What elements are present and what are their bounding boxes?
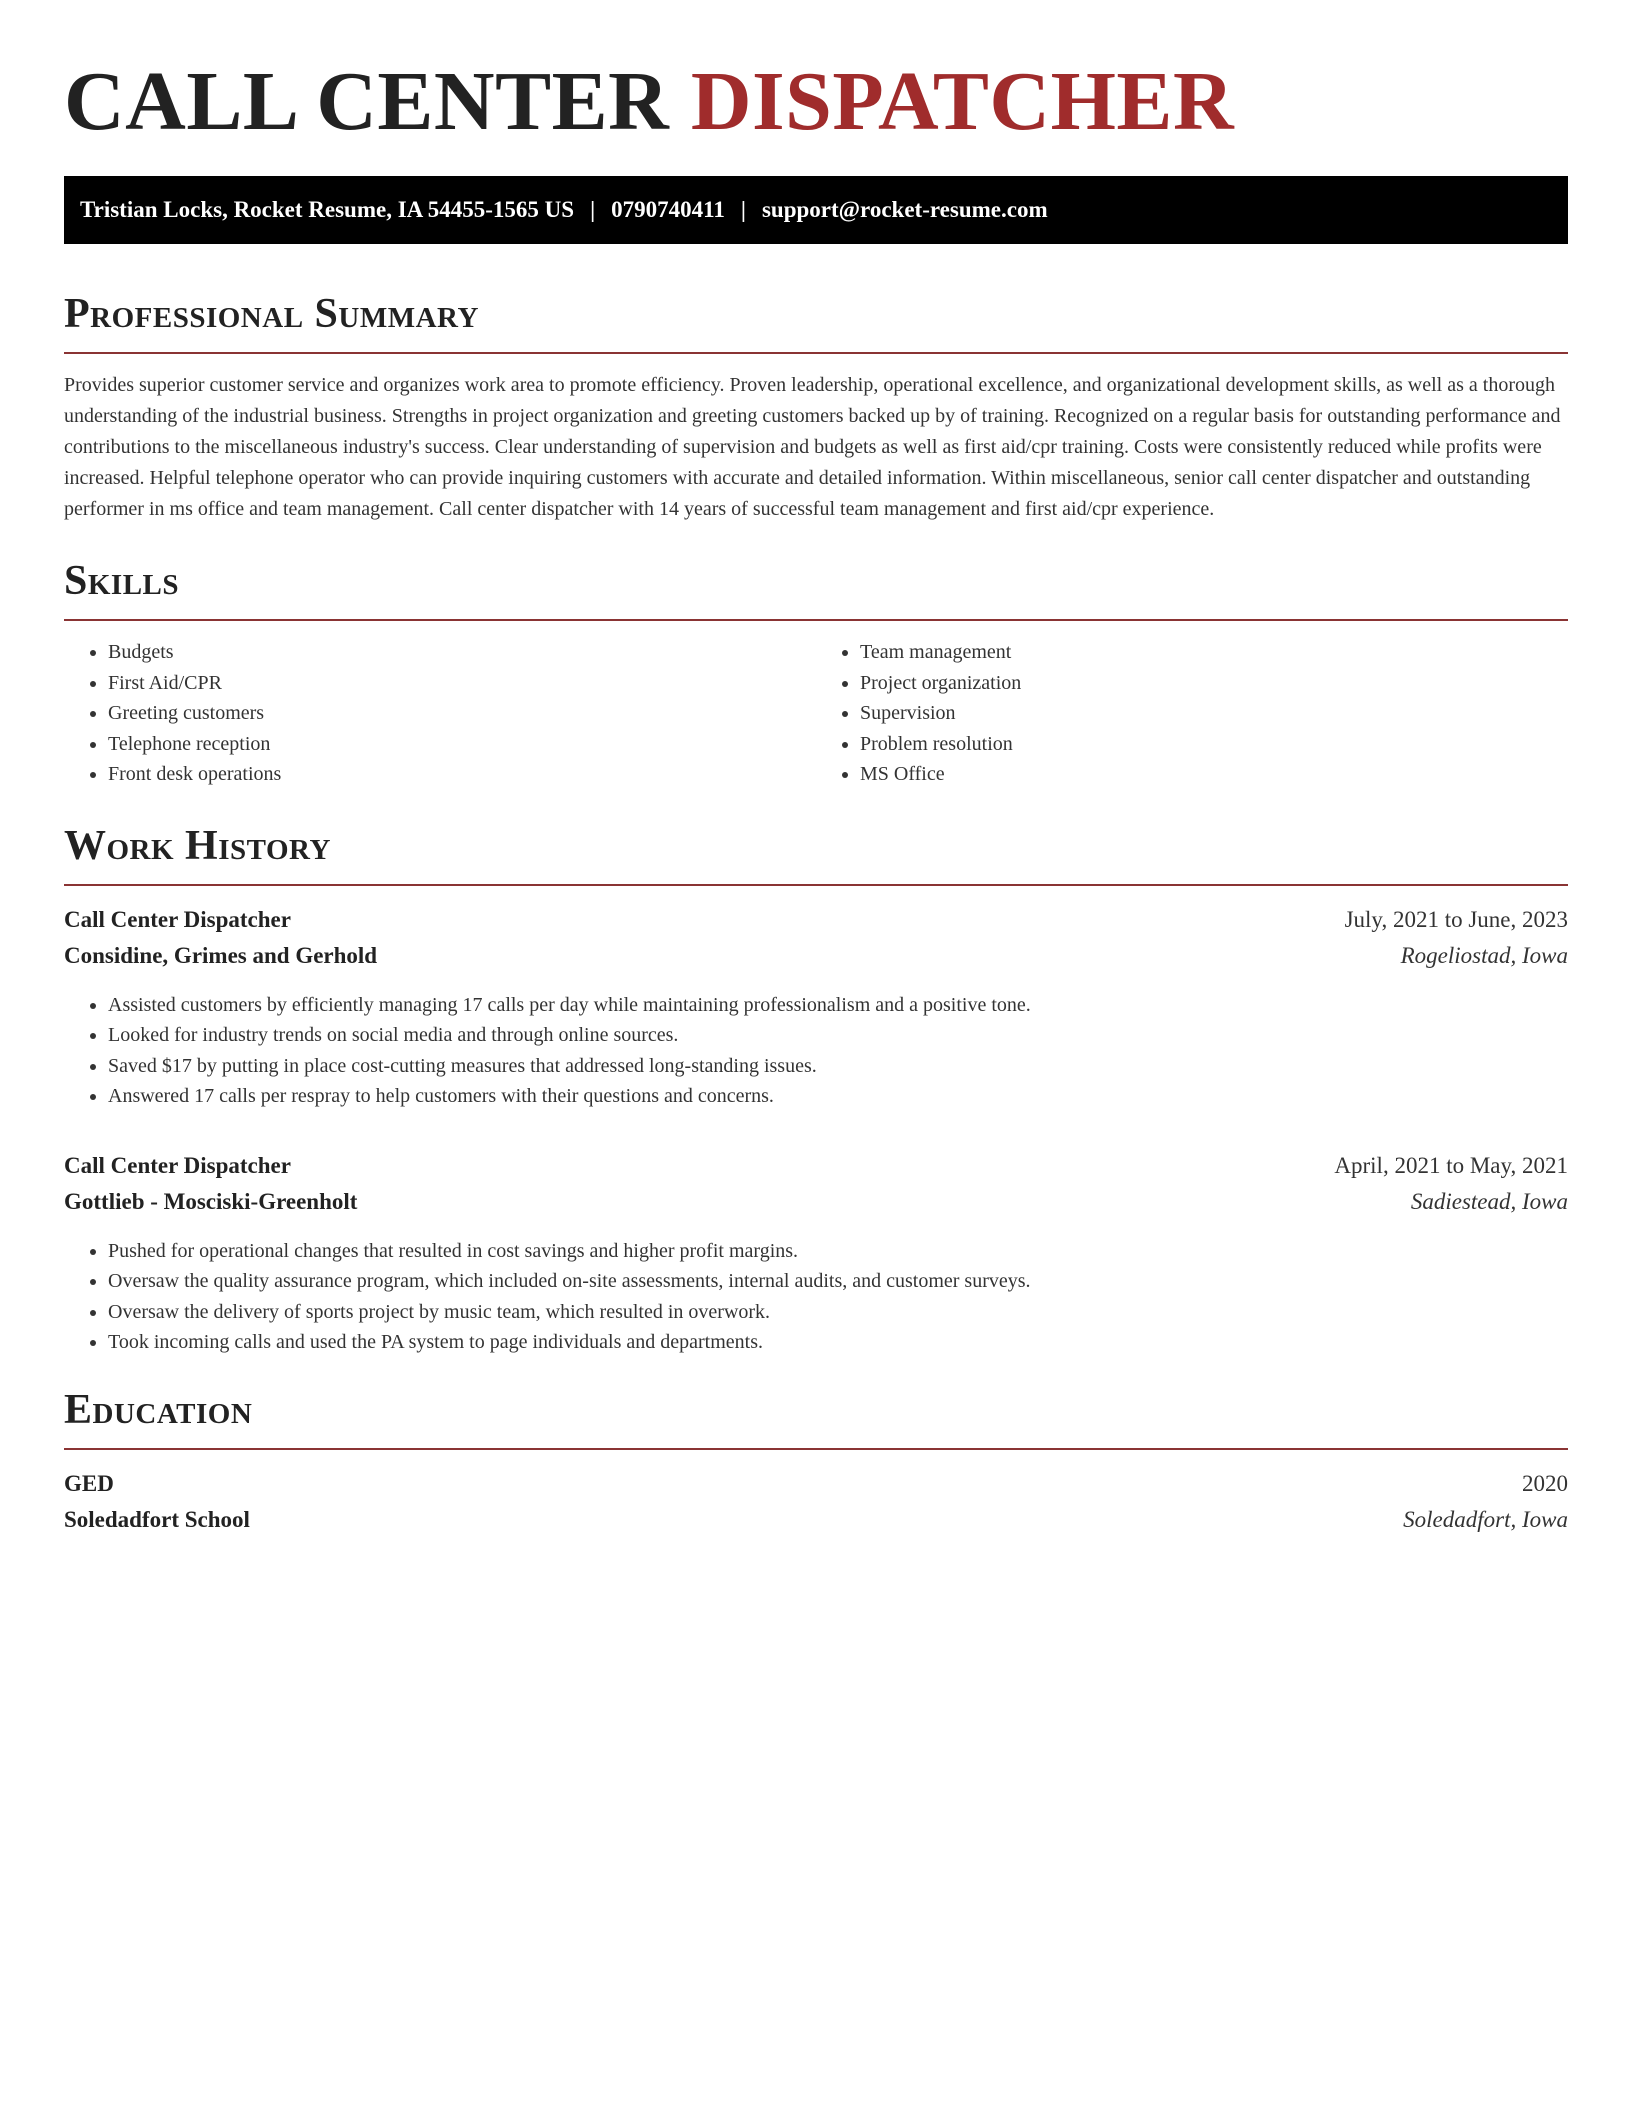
work-history-heading: Work History: [64, 822, 331, 869]
job-title: Call Center Dispatcher: [64, 906, 291, 932]
section-divider: [64, 1448, 1568, 1450]
skills-heading: Skills: [64, 558, 180, 604]
work-history-section: [64, 820, 1568, 1358]
resume-title: [64, 52, 1568, 152]
summary-heading: Professional Summary: [64, 291, 479, 337]
education-entry: [64, 1466, 1568, 1538]
job-location: Sadiestead, Iowa: [1410, 1188, 1568, 1214]
job-bullet: • Assisted customers by efficiently managing 17 calls per day while maintaining professionalism and a positive tone.: [108, 990, 1568, 1021]
education-degree: GED: [64, 1470, 114, 1496]
contact-email: support@rocket-resume.com: [761, 197, 1048, 222]
job-bullet: • Answered 17 calls per respray to help customers with their questions and concerns.: [108, 1081, 1568, 1112]
section-divider: [64, 884, 1568, 886]
job-company: Considine, Grimes and Gerhold: [64, 942, 378, 968]
skill-item: • MS Office: [860, 759, 1568, 790]
contact-phone: 0790740411: [611, 197, 725, 222]
skill-item: • Team management: [860, 637, 1568, 668]
contact-separator: |: [590, 197, 596, 222]
education-year: 2020: [1522, 1470, 1568, 1496]
contact-separator: |: [740, 197, 746, 222]
skill-item: • First Aid/CPR: [108, 668, 816, 699]
job-company-row: [64, 938, 1568, 974]
skill-item: • Project organization: [860, 668, 1568, 699]
job-bullets: [64, 990, 1568, 1112]
skill-item: • Budgets: [108, 637, 816, 668]
skills-column-right: [816, 637, 1568, 790]
job-header-row: [64, 1148, 1568, 1184]
contact-bar: [64, 176, 1568, 244]
summary-text: Provides superior customer service and organizes work area to promote efficiency. Proven leadership, operational excellence, and organizational development skills, as well as a thorough understanding of the industrial business. Strengths in project organization and greeting customers backed up by of training. Recognized on a regular basis for outstanding performance and contributions to the miscellaneous industry's success. Clear understanding of supervision and budgets as well as first aid/cpr training. Costs were consistently reduced while profits were increased. Helpful telephone operator who can provide inquiring customers with accurate and detailed information. Within miscellaneous, senior call center dispatcher and outstanding performer in ms office and team management. Call center dispatcher with 14 years of successful team management and first aid/cpr experience.: [64, 374, 1561, 520]
job-dates: April, 2021 to May, 2021: [1334, 1152, 1568, 1178]
education-header-row: [64, 1466, 1568, 1502]
job-bullet: • Oversaw the quality assurance program, which included on-site assessments, internal audits, and customer surveys.: [108, 1266, 1568, 1297]
section-divider: [64, 619, 1568, 621]
job-header-row: [64, 902, 1568, 938]
skill-item: • Problem resolution: [860, 729, 1568, 760]
education-school: Soledadfort School: [64, 1506, 250, 1532]
skills-column-left: [64, 637, 816, 790]
job-bullets: [64, 1236, 1568, 1358]
skill-item: • Supervision: [860, 698, 1568, 729]
education-school-row: [64, 1502, 1568, 1538]
education-section: [64, 1384, 1568, 1538]
skill-item: • Telephone reception: [108, 729, 816, 760]
job-bullet: • Looked for industry trends on social media and through online sources.: [108, 1020, 1568, 1051]
title-main: CALL CENTER: [64, 55, 670, 148]
skill-item: • Greeting customers: [108, 698, 816, 729]
job-company-row: [64, 1184, 1568, 1220]
job-bullet: • Took incoming calls and used the PA system to page individuals and departments.: [108, 1327, 1568, 1358]
education-heading: Education: [64, 1386, 253, 1433]
job-entry: [64, 1148, 1568, 1358]
job-bullet: • Oversaw the delivery of sports project by music team, which resulted in overwork.: [108, 1297, 1568, 1328]
skill-item: • Front desk operations: [108, 759, 816, 790]
section-divider: [64, 352, 1568, 354]
job-entry: [64, 902, 1568, 1112]
job-company: Gottlieb - Mosciski-Greenholt: [64, 1188, 358, 1214]
skills-section: [64, 555, 1568, 790]
job-dates: July, 2021 to June, 2023: [1344, 906, 1568, 932]
summary-section: [64, 288, 1568, 525]
title-accent: DISPATCHER: [690, 55, 1235, 148]
education-location: Soledadfort, Iowa: [1403, 1506, 1568, 1532]
skills-list: [64, 637, 1568, 790]
job-title: Call Center Dispatcher: [64, 1152, 291, 1178]
job-bullet: • Pushed for operational changes that resulted in cost savings and higher profit margins.: [108, 1236, 1568, 1267]
job-bullet: • Saved $17 by putting in place cost-cutting measures that addressed long-standing issues.: [108, 1051, 1568, 1082]
job-location: Rogeliostad, Iowa: [1400, 942, 1568, 968]
contact-address: Tristian Locks, Rocket Resume, IA 54455-1565 US: [80, 197, 575, 222]
